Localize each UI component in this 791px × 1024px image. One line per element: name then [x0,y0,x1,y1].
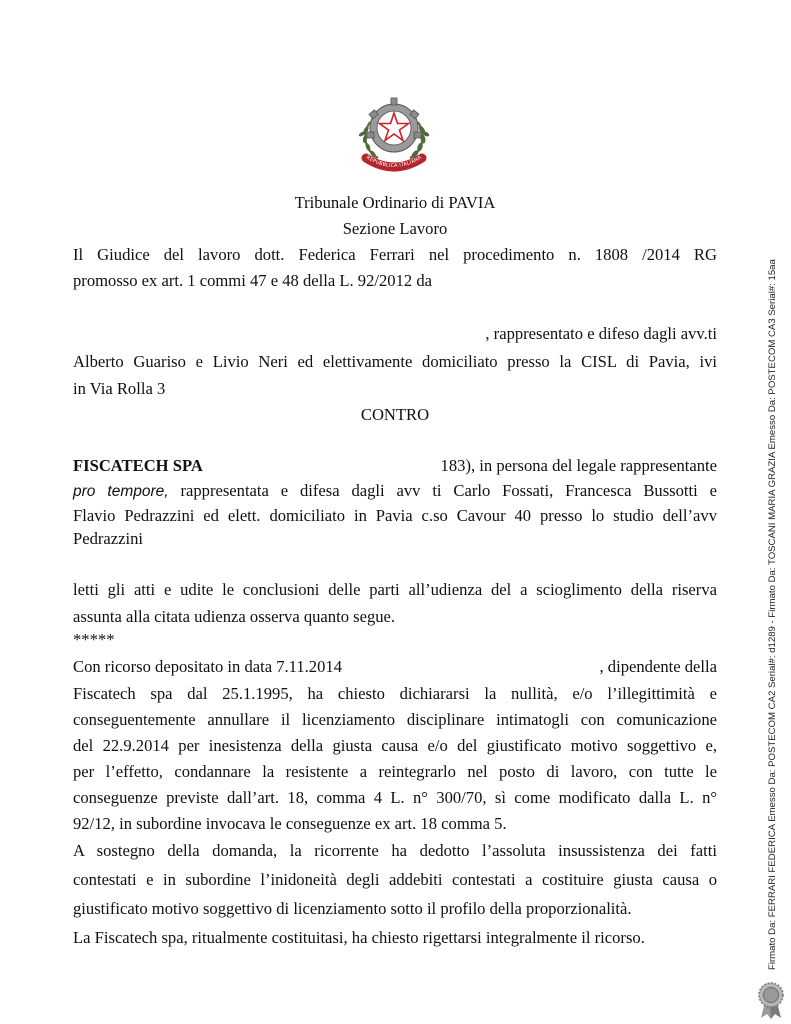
text-line: A sostegno della domanda, la ricorrente ha dedotto l’assoluta insussistenza dei fatti [73,841,717,860]
text-fragment: , rappresentato e difeso dagli avv.ti [485,324,717,343]
pro-tempore: pro tempore, [73,483,169,500]
text-line: conseguentemente annullare il licenziamento disciplinare intimatogli con comunicazione [73,710,717,729]
text-line: giustificato motivo soggettivo di licenziamento sotto il profilo della proporzionalità. [73,899,632,918]
text-line: letti gli atti e udite le conclusioni delle parti all’udienza del a scioglimento della riserva [73,580,717,599]
text-line: Fiscatech spa dal 25.1.1995, ha chiesto dichiararsi la nullità, e/o l’illegittimità e [73,684,717,703]
repubblica-italiana-emblem [356,92,432,178]
court-section: Sezione Lavoro [342,219,448,238]
text-line: assunta alla citata udienza osserva quanto segue. [73,607,396,626]
text-fragment: 183), in persona del legale rappresentante [440,456,717,475]
section-separator: ***** [73,630,115,649]
text-line: in Via Rolla 3 [73,379,166,398]
text-line: per l’effetto, condannare la resistente a reintegrarlo nel posto di lavoro, con tutte le [73,762,717,781]
text-line: promosso ex art. 1 commi 47 e 48 della L. 92/2012 da [73,271,433,290]
text-fragment: , dipendente della [599,657,717,676]
signature-seal-icon [755,980,787,1020]
text-line [73,456,717,476]
contro-heading: CONTRO [360,405,430,424]
text-line: conseguenze previste dall’art. 18, comma 4 L. n° 300/70, sì come modificato dalla L. n° [73,788,717,807]
text-line: 92/12, in subordine invocava le conseguenze ex art. 18 comma 5. [73,814,507,833]
text-line [73,324,717,344]
text-line: Alberto Guariso e Livio Neri ed elettivamente domiciliato presso la CISL di Pavia, ivi [73,352,717,371]
text-line: La Fiscatech spa, ritualmente costituitasi, ha chiesto rigettarsi integralmente il ricorso. [73,928,645,947]
text-fragment: Con ricorso depositato in data 7.11.2014 [73,657,342,676]
svg-text:REPUBBLICA ITALIANA: REPUBBLICA ITALIANA [365,154,423,170]
text-line: Pedrazzini [73,529,144,548]
text-line: Flavio Pedrazzini ed elett. domiciliato in Pavia c.so Cavour 40 presso lo studio dell’avv [73,506,717,525]
text-line [73,657,717,677]
company-name: FISCATECH SPA [73,456,203,475]
text-line: contestati e in subordine l’inidoneità degli addebiti contestati a costituire giusta causa o [73,870,717,889]
text-line [73,481,717,502]
digital-signature-strip: Firmato Da: FERRARI FEDERICA Emesso Da: POSTECOM CA2 Serial#: d1289 - Firmato Da: TOSCANI MARIA GRAZIA Emesso Da: POSTECOM CA3 Serial#: 15aa [767,259,778,970]
text-line: del 22.9.2014 per inesistenza della giusta causa e/o del giustificato motivo soggettivo e, [73,736,717,755]
text-fragment: rappresentata e difesa dagli avv ti Carlo Fossati, Francesca Bussotti e [180,481,717,500]
text-line: Il Giudice del lavoro dott. Federica Ferrari nel procedimento n. 1808 /2014 RG [73,245,717,264]
court-title: Tribunale Ordinario di PAVIA [294,193,496,212]
